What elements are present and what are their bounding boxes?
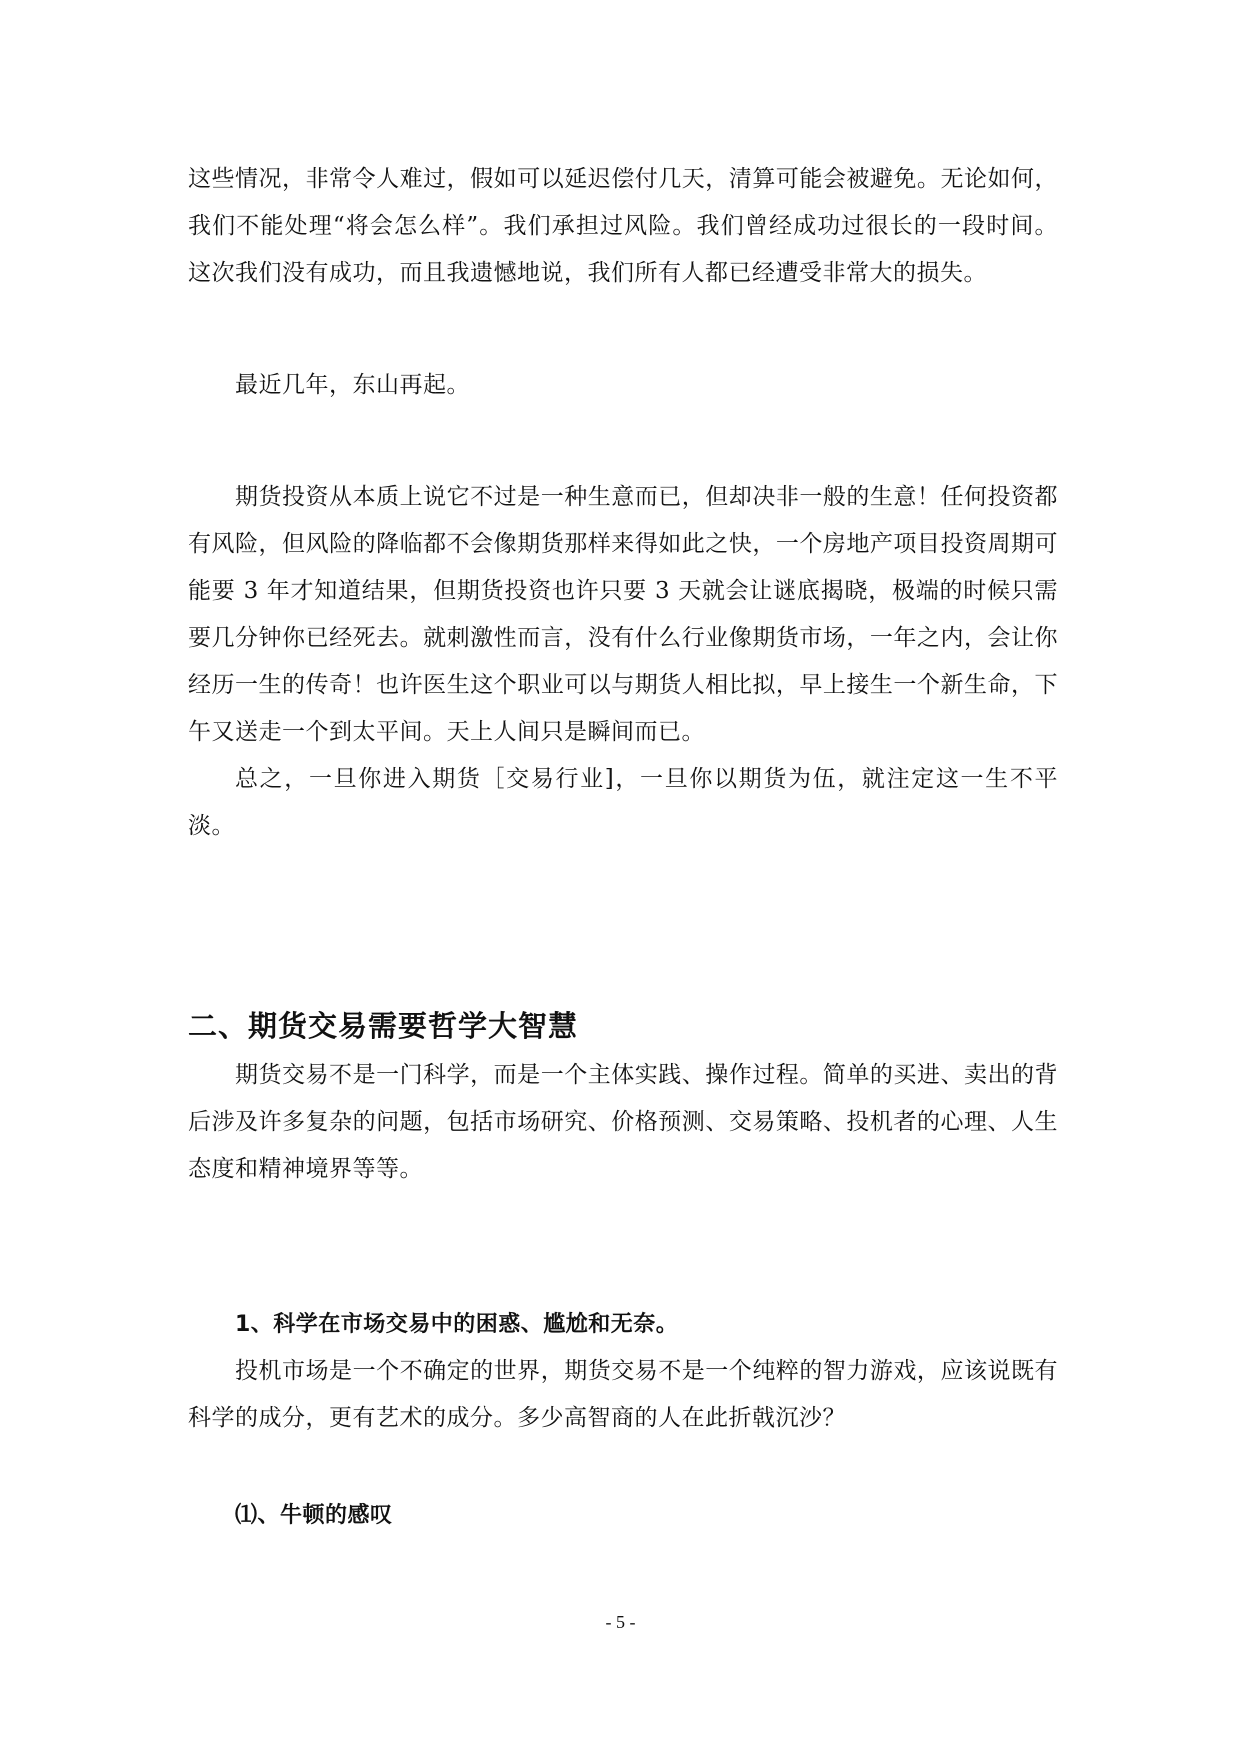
paragraph-futures-nature: 期货投资从本质上说它不过是一种生意而已，但却决非一般的生意！任何投资都有风险，但风险的降临都不会像期货那样来得如此之快，一个房地产项目投资周期可能要 3 年才知道结果，但期货投资也许只要 3 天就会让谜底揭晓，极端的时候只需要几分钟你已经死去。就刺激性而言，没有什么行业像期货市场，一年之内，会让你经历一生的传奇！也许医生这个职业可以与期货人相比拟，早上接生一个新生命，下午又送走一个到太平间。天上人间只是瞬间而已。: [188, 484, 1058, 745]
paragraph-conclusion: 总之，一旦你进入期货［交易行业]，一旦你以期货为伍，就注定这一生不平淡。: [188, 766, 1058, 839]
paragraph-liquidation: 这些情况，非常令人难过，假如可以延迟偿付几天，清算可能会被避免。无论如何，我们不能处理“将会怎么样”。我们承担过风险。我们曾经成功过很长的一段时间。这次我们没有成功，而且我遗憾地说，我们所有人都已经遭受非常大的损失。: [188, 166, 1058, 286]
spacer: [188, 409, 1058, 474]
section-heading: 二、期货交易需要哲学大智慧: [188, 1009, 579, 1043]
spacer: [188, 1442, 1058, 1492]
page-content: [188, 156, 1058, 1539]
paragraph-subsection-intro: 投机市场是一个不确定的世界，期货交易不是一个纯粹的智力游戏，应该说既有科学的成分，更有艺术的成分。多少高智商的人在此折戟沉沙？: [188, 1358, 1058, 1431]
paragraph-comeback: 最近几年，东山再起。: [235, 372, 470, 398]
sub-subsection-heading: ⑴、牛顿的感叹: [235, 1503, 393, 1528]
page-number: - 5 -: [605, 1612, 636, 1632]
spacer: [188, 850, 1058, 1000]
subsection-heading: 1、科学在市场交易中的困惑、尴尬和无奈。: [235, 1312, 679, 1337]
spacer: [188, 297, 1058, 362]
spacer: [188, 1193, 1058, 1301]
paragraph-section-intro: 期货交易不是一门科学，而是一个主体实践、操作过程。简单的买进、卖出的背后涉及许多复杂的问题，包括市场研究、价格预测、交易策略、投机者的心理、人生态度和精神境界等等。: [188, 1062, 1058, 1182]
